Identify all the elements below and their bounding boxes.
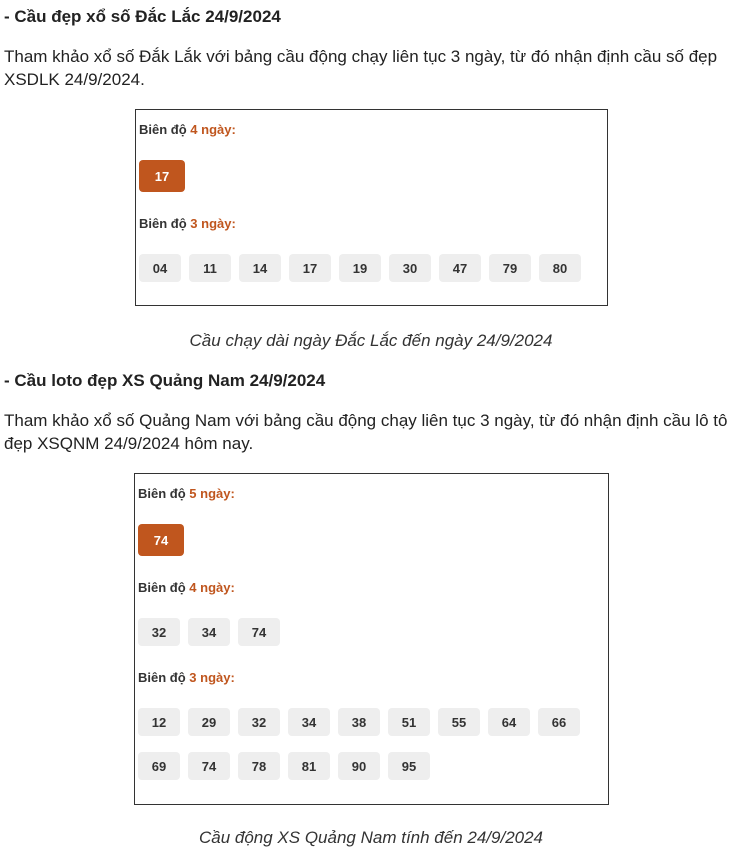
number-cell: 38 (338, 708, 380, 736)
number-cell: 34 (188, 618, 230, 646)
number-cell: 69 (138, 752, 180, 780)
number-cell: 32 (238, 708, 280, 736)
number-cell: 11 (189, 254, 231, 282)
amplitude-days: 4 ngày: (189, 580, 235, 595)
section1-caption: Cầu chạy dài ngày Đắc Lắc đến ngày 24/9/2024 (189, 331, 553, 350)
number-cell: 78 (238, 752, 280, 780)
number-cell: 32 (138, 618, 180, 646)
section2-bridge-table (134, 473, 609, 805)
amplitude-label-prefix: Biên độ (138, 486, 190, 501)
amplitude-label-prefix: Biên độ (138, 670, 190, 685)
section2-paragraph: Tham khảo xổ số Quảng Nam với bảng cầu động chạy liên tục 3 ngày, từ đó nhận định cầu lô tô đẹp XSQNM 24/9/2024 hôm nay. (4, 411, 728, 453)
amplitude-label (138, 670, 235, 685)
number-cell: 95 (388, 752, 430, 780)
number-cell: 12 (138, 708, 180, 736)
amplitude-days: 3 ngày: (189, 670, 235, 685)
section1-paragraph: Tham khảo xổ số Đắk Lắk với bảng cầu động chạy liên tục 3 ngày, từ đó nhận định cầu số đẹp XSDLK 24/9/2024. (4, 47, 718, 89)
number-cell: 74 (238, 618, 280, 646)
section2-caption: Cầu động XS Quảng Nam tính đến 24/9/2024 (198, 828, 544, 847)
number-cell: 66 (538, 708, 580, 736)
number-cell: 64 (488, 708, 530, 736)
highlight-number-cell: 17 (139, 160, 185, 192)
number-cell: 47 (439, 254, 481, 282)
amplitude-label (139, 216, 236, 231)
number-cell: 90 (338, 752, 380, 780)
number-cell: 81 (288, 752, 330, 780)
section1-heading: - Cầu đẹp xổ số Đắc Lắc 24/9/2024 (4, 7, 281, 26)
number-cell: 29 (188, 708, 230, 736)
amplitude-label (139, 122, 236, 137)
number-cell: 80 (539, 254, 581, 282)
highlight-number-cell: 74 (138, 524, 184, 556)
number-cell: 74 (188, 752, 230, 780)
number-cell: 51 (388, 708, 430, 736)
amplitude-label (138, 580, 235, 595)
number-cell: 79 (489, 254, 531, 282)
number-cell: 30 (389, 254, 431, 282)
section1-bridge-table (135, 109, 608, 306)
number-cell: 55 (438, 708, 480, 736)
amplitude-label-prefix: Biên độ (138, 580, 190, 595)
amplitude-label-prefix: Biên độ (139, 122, 191, 137)
amplitude-label (138, 486, 235, 501)
number-cell: 34 (288, 708, 330, 736)
number-cell: 14 (239, 254, 281, 282)
amplitude-days: 3 ngày: (190, 216, 236, 231)
section2-heading: - Cầu loto đẹp XS Quảng Nam 24/9/2024 (4, 371, 326, 390)
amplitude-label-prefix: Biên độ (139, 216, 191, 231)
number-cell: 19 (339, 254, 381, 282)
number-cell: 04 (139, 254, 181, 282)
amplitude-days: 4 ngày: (190, 122, 236, 137)
number-cell: 17 (289, 254, 331, 282)
amplitude-days: 5 ngày: (189, 486, 235, 501)
